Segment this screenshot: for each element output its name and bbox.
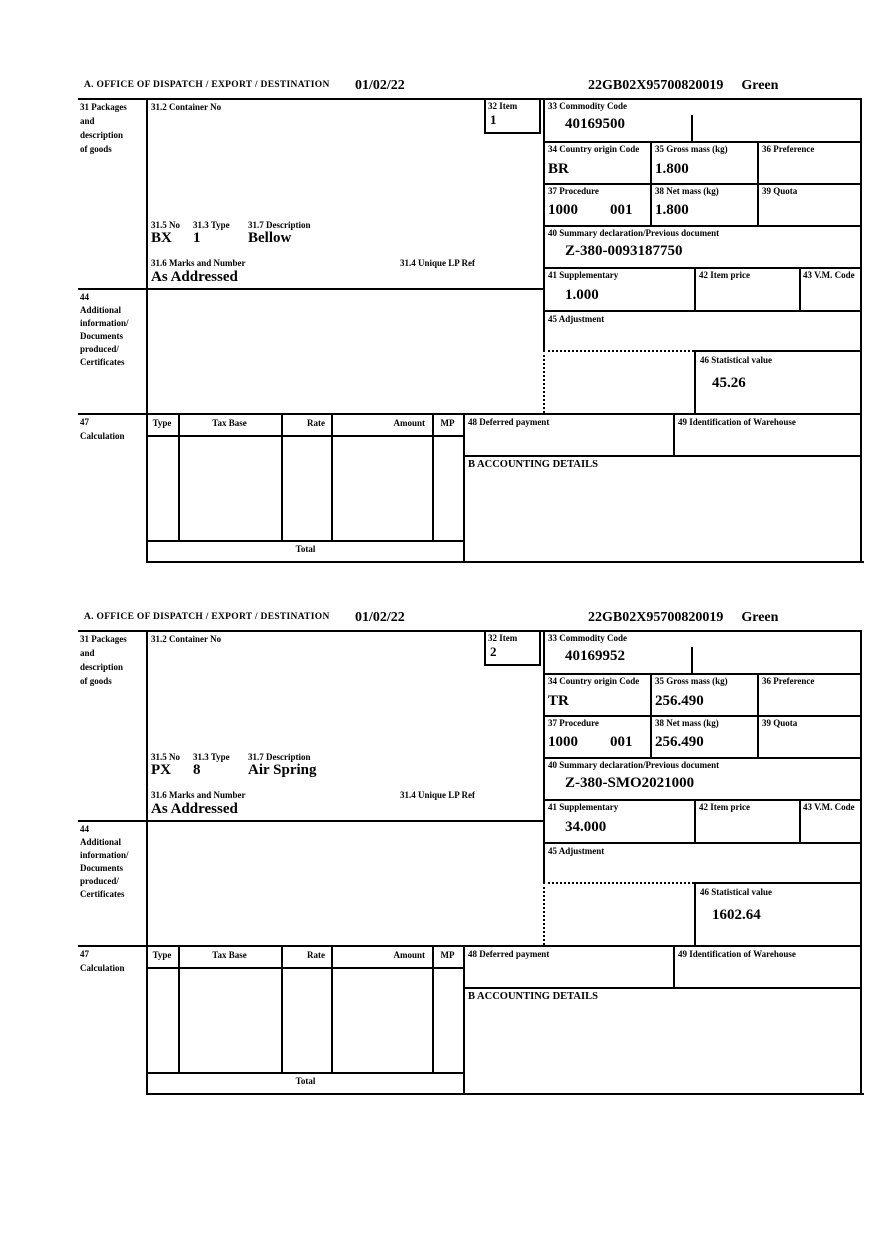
border-line <box>331 945 333 1072</box>
item-price-label: 42 Item price <box>699 270 750 280</box>
border-line <box>543 673 862 675</box>
marks-value: As Addressed <box>151 801 238 817</box>
calc-col-amount: Amount <box>393 418 425 428</box>
border-line <box>757 141 759 225</box>
border-line <box>539 98 541 132</box>
border-line <box>543 630 545 882</box>
procedure-ext-value: 001 <box>610 734 633 750</box>
item-label: 32 Item <box>488 101 518 111</box>
border-line <box>673 945 675 987</box>
marks-label: 31.6 Marks and Number <box>151 258 246 268</box>
description-value: Bellow <box>248 230 292 246</box>
declaration-reference <box>588 78 778 94</box>
border-line <box>146 561 864 563</box>
dotted-line <box>543 882 545 945</box>
border-line <box>463 455 862 457</box>
commodity-code-divider <box>691 647 693 673</box>
preference-label: 36 Preference <box>762 676 815 686</box>
box44-label: Additional <box>80 837 122 847</box>
declaration-item-block-2 <box>0 610 882 1102</box>
package-no-value: PX <box>151 762 171 778</box>
border-line <box>860 630 862 1095</box>
border-line <box>78 288 545 290</box>
box47-label: 47 <box>80 949 89 959</box>
border-line <box>146 967 465 969</box>
border-line <box>484 132 541 134</box>
package-type-value: 8 <box>193 762 201 778</box>
description-value: Air Spring <box>248 762 317 778</box>
deferred-payment-label: 48 Deferred payment <box>468 417 550 427</box>
container-no-label: 31.2 Container No <box>151 634 222 644</box>
net-mass-label: 38 Net mass (kg) <box>655 718 719 728</box>
dotted-line <box>543 350 694 352</box>
summary-declaration-value: Z-380-SMO2021000 <box>565 775 695 791</box>
commodity-code-divider <box>691 115 693 141</box>
box31-label: of goods <box>80 676 112 686</box>
supplementary-label: 41 Supplementary <box>548 802 619 812</box>
border-line <box>281 945 283 1072</box>
procedure-value: 1000 <box>548 734 578 750</box>
supplementary-value: 34.000 <box>565 819 607 835</box>
border-line <box>178 413 180 540</box>
office-of-dispatch-label: A. OFFICE OF DISPATCH / EXPORT / DESTINATION <box>84 612 330 622</box>
border-line <box>694 799 696 842</box>
calc-total-label: Total <box>295 1076 316 1086</box>
summary-declaration-value: Z-380-0093187750 <box>565 243 683 259</box>
gross-mass-label: 35 Gross mass (kg) <box>655 144 728 154</box>
border-line <box>799 799 801 842</box>
box44-label: information/ <box>80 850 129 860</box>
calc-col-rate: Rate <box>307 950 325 960</box>
box44-label: 44 <box>80 824 89 834</box>
container-no-label: 31.2 Container No <box>151 102 222 112</box>
border-line <box>543 267 862 269</box>
calc-col-tax-base: Tax Base <box>212 418 247 428</box>
border-line <box>543 310 862 312</box>
gross-mass-label: 35 Gross mass (kg) <box>655 676 728 686</box>
commodity-code-value: 40169500 <box>565 116 625 132</box>
border-line <box>543 225 862 227</box>
office-of-dispatch-label: A. OFFICE OF DISPATCH / EXPORT / DESTINATION <box>84 80 330 90</box>
box31-label: and <box>80 116 95 126</box>
deferred-payment-label: 48 Deferred payment <box>468 949 550 959</box>
calc-col-mp: MP <box>440 418 455 428</box>
box47-label: 47 <box>80 417 89 427</box>
procedure-value: 1000 <box>548 202 578 218</box>
box44-label: Additional <box>80 305 122 315</box>
procedure-label: 37 Procedure <box>548 186 599 196</box>
border-line <box>463 987 862 989</box>
procedure-ext-value: 001 <box>610 202 633 218</box>
border-line <box>432 413 434 540</box>
border-line <box>543 98 545 350</box>
calc-col-mp: MP <box>440 950 455 960</box>
border-line <box>484 630 486 664</box>
country-origin-value: TR <box>548 693 569 709</box>
declaration-reference <box>588 610 778 626</box>
box47-label: Calculation <box>80 963 125 973</box>
package-type-label: 31.3 Type <box>193 220 230 230</box>
border-line <box>78 820 545 822</box>
net-mass-value: 256.490 <box>655 734 704 750</box>
item-price-label: 42 Item price <box>699 802 750 812</box>
border-line <box>78 945 862 947</box>
routing-status: Green <box>741 78 779 93</box>
package-type-label: 31.3 Type <box>193 752 230 762</box>
border-line <box>484 664 541 666</box>
box31-label: 31 Packages <box>80 634 127 644</box>
marks-value: As Addressed <box>151 269 238 285</box>
dotted-line <box>543 350 545 413</box>
border-line <box>146 98 148 561</box>
gross-mass-value: 1.800 <box>655 161 689 177</box>
border-line <box>146 1093 864 1095</box>
border-line <box>757 673 759 757</box>
border-line <box>463 413 465 561</box>
box31-label: and <box>80 648 95 658</box>
border-line <box>146 540 465 542</box>
description-label: 31.7 Description <box>248 220 311 230</box>
description-label: 31.7 Description <box>248 752 311 762</box>
summary-declaration-label: 40 Summary declaration/Previous document <box>548 228 720 238</box>
accounting-details-label: B ACCOUNTING DETAILS <box>468 459 598 470</box>
package-type-value: 1 <box>193 230 201 246</box>
box31-label: of goods <box>80 144 112 154</box>
calc-col-amount: Amount <box>393 950 425 960</box>
border-line <box>146 1072 465 1074</box>
box44-label: Documents <box>80 331 123 341</box>
calc-col-type: Type <box>152 418 172 428</box>
supplementary-label: 41 Supplementary <box>548 270 619 280</box>
item-label: 32 Item <box>488 633 518 643</box>
unique-lp-ref-label: 31.4 Unique LP Ref <box>400 790 476 800</box>
border-line <box>543 715 862 717</box>
quota-label: 39 Quota <box>762 186 798 196</box>
package-no-value: BX <box>151 230 172 246</box>
border-line <box>78 413 862 415</box>
supplementary-value: 1.000 <box>565 287 599 303</box>
commodity-code-label: 33 Commodity Code <box>548 101 627 111</box>
box44-label: Documents <box>80 863 123 873</box>
package-no-label: 31.5 No <box>151 220 180 230</box>
vm-code-label: 43 V.M. Code <box>803 802 855 812</box>
border-line <box>543 141 862 143</box>
country-origin-label: 34 Country origin Code <box>548 144 640 154</box>
border-line <box>694 350 862 352</box>
border-line <box>146 435 465 437</box>
country-origin-value: BR <box>548 161 569 177</box>
item-number: 2 <box>490 644 497 659</box>
vm-code-label: 43 V.M. Code <box>803 270 855 280</box>
box44-label: information/ <box>80 318 129 328</box>
calc-col-rate: Rate <box>307 418 325 428</box>
statistical-value: 1602.64 <box>712 907 761 923</box>
adjustment-label: 45 Adjustment <box>548 314 605 324</box>
statistical-value: 45.26 <box>712 375 746 391</box>
border-line <box>146 630 148 1093</box>
unique-lp-ref-label: 31.4 Unique LP Ref <box>400 258 476 268</box>
net-mass-value: 1.800 <box>655 202 689 218</box>
border-line <box>484 98 486 132</box>
package-no-label: 31.5 No <box>151 752 180 762</box>
border-line <box>539 630 541 664</box>
border-line <box>799 267 801 310</box>
border-line <box>650 141 652 225</box>
net-mass-label: 38 Net mass (kg) <box>655 186 719 196</box>
border-line <box>694 350 696 413</box>
statistical-value-label: 46 Statistical value <box>700 355 772 365</box>
statistical-value-label: 46 Statistical value <box>700 887 772 897</box>
box44-label: produced/ <box>80 876 119 886</box>
routing-status: Green <box>741 610 779 625</box>
border-line <box>543 757 862 759</box>
warehouse-id-label: 49 Identification of Warehouse <box>678 417 796 427</box>
border-line <box>694 882 862 884</box>
calc-total-label: Total <box>295 544 316 554</box>
box44-label: Certificates <box>80 889 125 899</box>
border-line <box>543 799 862 801</box>
warehouse-id-label: 49 Identification of Warehouse <box>678 949 796 959</box>
border-line <box>543 183 862 185</box>
border-line <box>860 98 862 563</box>
adjustment-label: 45 Adjustment <box>548 846 605 856</box>
procedure-label: 37 Procedure <box>548 718 599 728</box>
border-line <box>178 945 180 1072</box>
box31-label: description <box>80 662 124 672</box>
border-line <box>463 945 465 1093</box>
border-line <box>331 413 333 540</box>
declaration-item-block-1 <box>0 78 882 570</box>
box31-label: 31 Packages <box>80 102 127 112</box>
border-line <box>432 945 434 1072</box>
accounting-details-label: B ACCOUNTING DETAILS <box>468 991 598 1002</box>
border-line <box>78 630 862 632</box>
border-line <box>694 267 696 310</box>
box44-label: 44 <box>80 292 89 302</box>
dotted-line <box>543 882 694 884</box>
quota-label: 39 Quota <box>762 718 798 728</box>
mrn-number: 22GB02X95700820019 <box>588 610 724 625</box>
gross-mass-value: 256.490 <box>655 693 704 709</box>
summary-declaration-label: 40 Summary declaration/Previous document <box>548 760 720 770</box>
country-origin-label: 34 Country origin Code <box>548 676 640 686</box>
border-line <box>673 413 675 455</box>
border-line <box>694 882 696 945</box>
dispatch-date: 01/02/22 <box>355 78 405 93</box>
border-line <box>543 842 862 844</box>
border-line <box>78 98 862 100</box>
commodity-code-label: 33 Commodity Code <box>548 633 627 643</box>
marks-label: 31.6 Marks and Number <box>151 790 246 800</box>
mrn-number: 22GB02X95700820019 <box>588 78 724 93</box>
box47-label: Calculation <box>80 431 125 441</box>
box31-label: description <box>80 130 124 140</box>
calc-col-tax-base: Tax Base <box>212 950 247 960</box>
dispatch-date: 01/02/22 <box>355 610 405 625</box>
commodity-code-value: 40169952 <box>565 648 625 664</box>
box44-label: Certificates <box>80 357 125 367</box>
preference-label: 36 Preference <box>762 144 815 154</box>
item-number: 1 <box>490 112 497 127</box>
border-line <box>281 413 283 540</box>
box44-label: produced/ <box>80 344 119 354</box>
calc-col-type: Type <box>152 950 172 960</box>
border-line <box>650 673 652 757</box>
